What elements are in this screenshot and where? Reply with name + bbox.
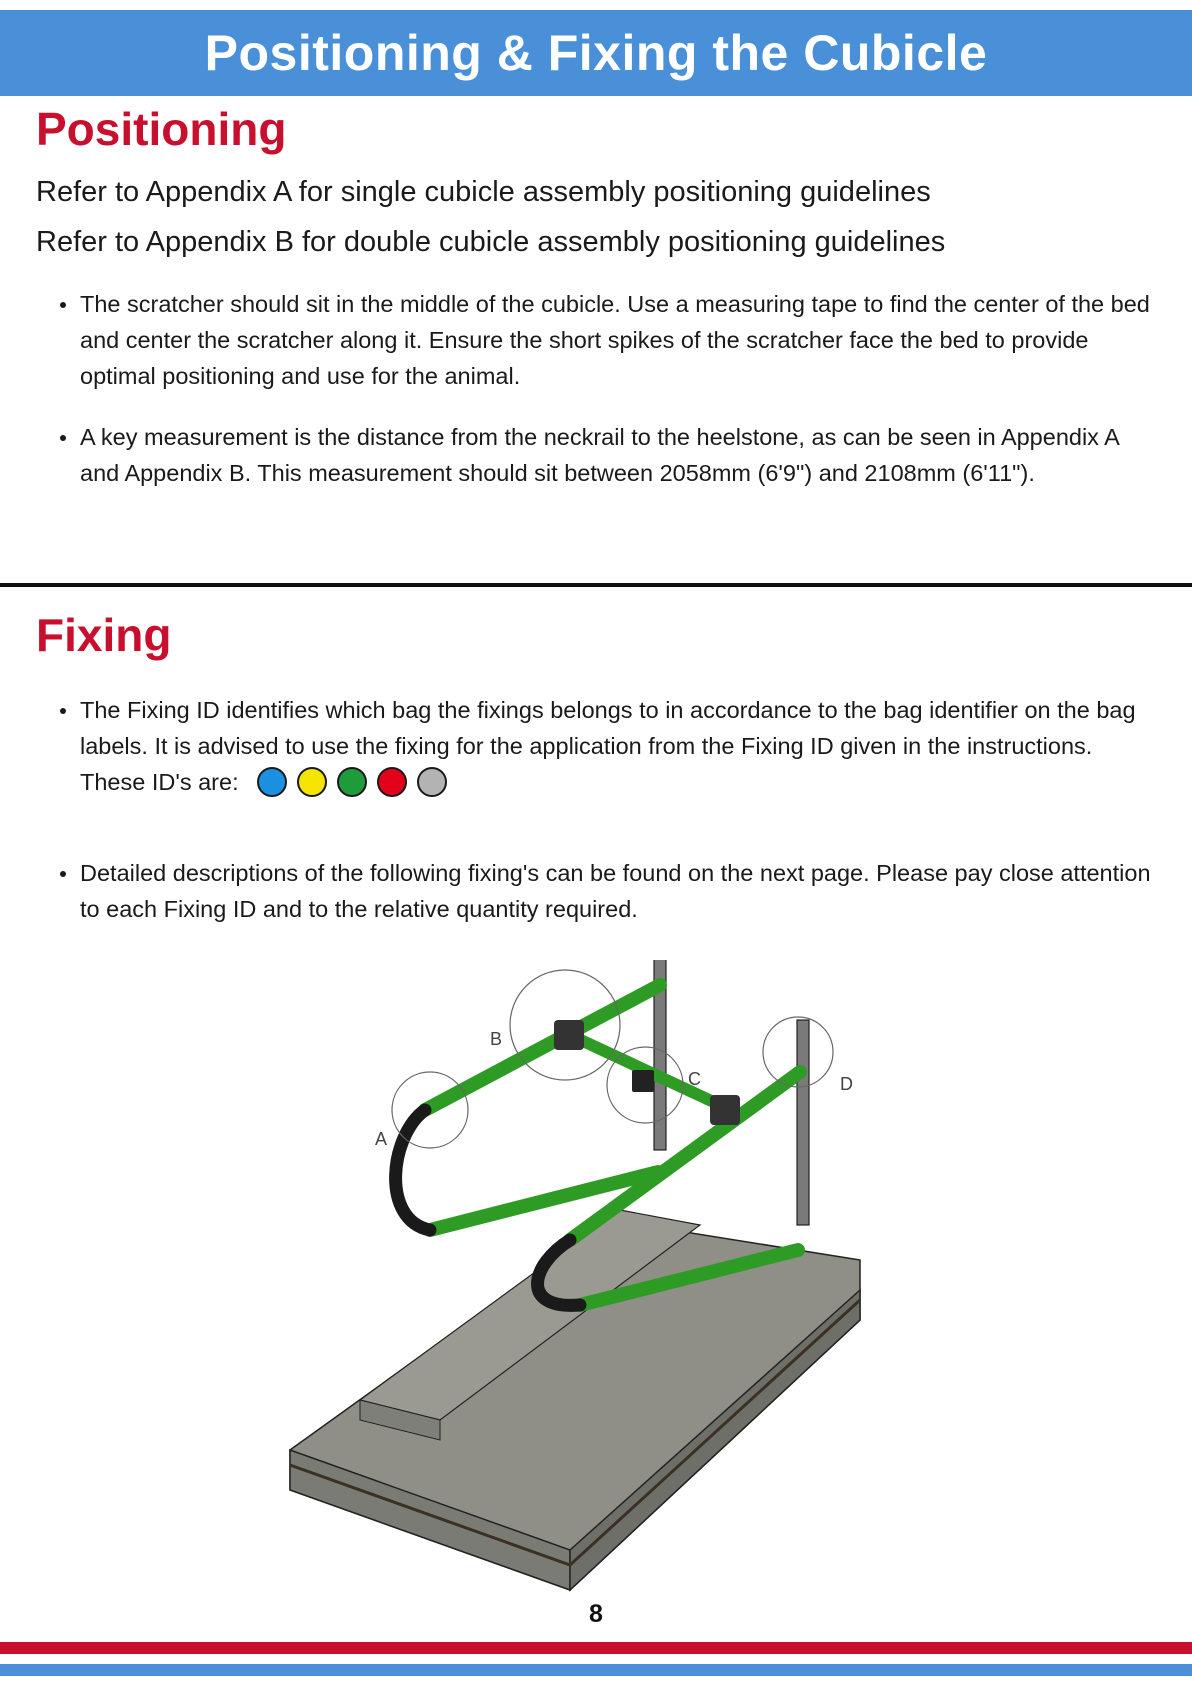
fixing-bullet-list-2 [60,855,1160,927]
clamp-b [554,1020,584,1050]
positioning-bullet-measurement: A key measurement is the distance from the neckrail to the heelstone, as can be seen in Appendix A and Appendix B. This measurement should sit between 2058mm (6'9") and 2108mm (6'11"). [60,419,1160,491]
label-a: A [375,1129,388,1149]
page-title: Positioning & Fixing the Cubicle [204,25,988,81]
fixing-bullet-id-text: The Fixing ID identifies which bag the fixings belongs to in accordance to the bag identifier on the bag labels. It is advised to use the fixing for the application from the Fixing ID given in the instructions. These ID's are: [80,697,1136,795]
positioning-heading: Positioning [36,103,287,155]
fixing-bullet-details: Detailed descriptions of the following fixing's can be found on the next page. Please pay close attention to each Fixing ID and to the relative quantity required. [60,855,1160,927]
clamp-right [710,1095,740,1125]
post-right [797,1020,809,1225]
footer-blue-stripe [0,1664,1192,1676]
footer-red-stripe [0,1642,1192,1654]
label-c: C [688,1069,701,1089]
concrete-base [290,1210,860,1590]
label-d: D [840,1074,853,1094]
fixing-id-yellow-icon [297,767,327,797]
label-b: B [490,1029,503,1049]
positioning-bullet-list [60,286,1160,394]
fixing-id-green-icon [337,767,367,797]
fixing-bullet-list [60,692,1160,800]
fixing-id-dots [257,767,447,797]
fixing-id-grey-icon [417,767,447,797]
refer-appendix-b: Refer to Appendix B for double cubicle assembly positioning guidelines [36,226,946,258]
fixing-id-red-icon [377,767,407,797]
cubicle-diagram [280,960,920,1600]
clamp-c [632,1070,654,1092]
section-divider [0,583,1192,587]
positioning-bullet-scratcher: The scratcher should sit in the middle of the cubicle. Use a measuring tape to find the center of the bed and center the scratcher along it. Ensure the short spikes of the scratcher face the bed to provide optimal positioning and use for the animal. [60,286,1160,394]
page-number: 8 [589,1600,603,1628]
positioning-bullet-list-2 [60,419,1160,491]
fixing-id-blue-icon [257,767,287,797]
fixing-bullet-id [60,692,1160,800]
header-bar [0,10,1192,96]
bend-left [396,1110,430,1230]
fixing-heading: Fixing [36,609,172,661]
refer-appendix-a: Refer to Appendix A for single cubicle assembly positioning guidelines [36,176,931,208]
